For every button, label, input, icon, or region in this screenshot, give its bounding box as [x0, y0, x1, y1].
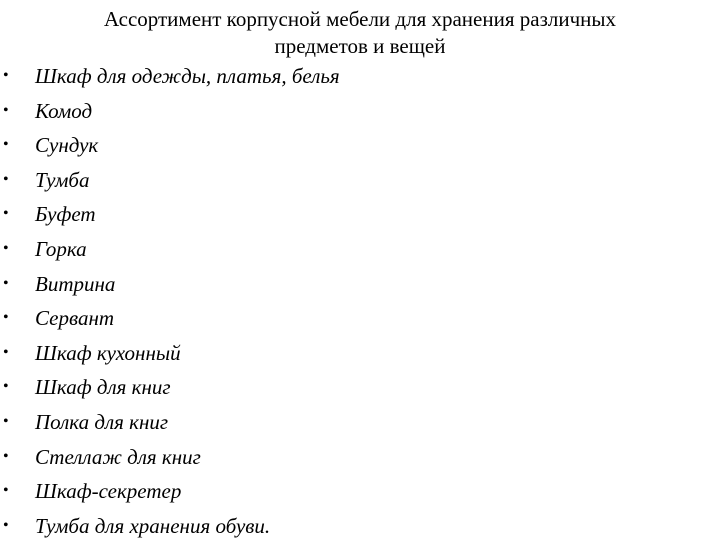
bullet-icon: •	[3, 239, 9, 257]
bullet-icon: •	[3, 136, 9, 154]
bullet-icon: •	[3, 67, 9, 84]
bullet-icon: •	[3, 343, 9, 361]
list-item-text: Полка для книг	[35, 409, 169, 434]
list-item-text: Буфет	[35, 202, 96, 227]
list-item-text: Шкаф для книг	[35, 375, 171, 400]
bullet-icon: •	[3, 482, 9, 500]
list-item-text: Витрина	[35, 271, 116, 296]
bullet-icon: •	[3, 412, 9, 430]
title-line-1: Ассортимент корпусной мебели для хранения различных	[103, 7, 616, 31]
list-item-text: Шкаф кухонный	[35, 340, 181, 365]
list-item-text: Горка	[35, 236, 87, 261]
bullet-icon: •	[3, 447, 9, 465]
bullet-icon: •	[3, 309, 9, 327]
list-item-text: Комод	[35, 98, 93, 123]
list-item-text: Стеллаж для книг	[35, 444, 201, 469]
slide-title	[40, 6, 680, 60]
list-item-text: Сундук	[35, 133, 99, 158]
bullet-icon: •	[3, 516, 9, 534]
bullet-icon: •	[3, 274, 9, 292]
bullet-icon: •	[3, 170, 9, 188]
list-item-text: Тумба для хранения обуви.	[35, 513, 271, 538]
bullet-icon: •	[3, 205, 9, 223]
title-line-2: предметов и вещей	[274, 34, 446, 58]
bullet-icon: •	[3, 101, 9, 119]
list-item-text: Тумба	[35, 167, 90, 192]
list-item-text: Сервант	[35, 306, 115, 331]
list-item-text: Шкаф для одежды, платья, белья	[35, 64, 340, 88]
bullet-icon: •	[3, 378, 9, 396]
list-item-text: Шкаф-секретер	[35, 479, 182, 504]
